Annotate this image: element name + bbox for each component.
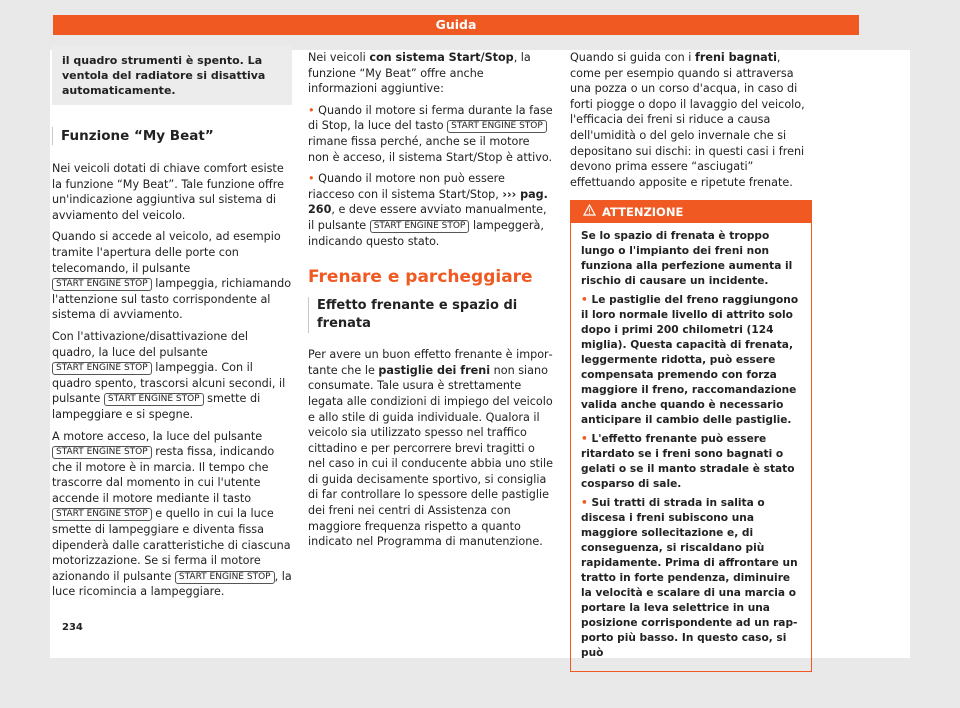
- bullet-icon: •: [308, 172, 315, 186]
- start-engine-stop-button-label: START ENGINE STOP: [52, 278, 152, 291]
- paragraph: A motore acceso, la luce del pulsante START ENGINE STOP resta fissa, indicando che il motore è in marcia. Il tempo che trascorre dal momento in cui l'utente accende il motore mediante il tasto START ENGINE STOP e quello in cui la luce smette di lampeggiare e diventa fissa dipenderà dalle caratteristiche di ciascuna motorizzazione. Se si ferma il motore azionando il pulsante START ENGINE STOP , la luce ricomincia a lampeggiare.: [52, 429, 292, 599]
- column-1: [52, 46, 292, 606]
- paragraph: Nei veicoli dotati di chiave comfort esiste la funzione “My Beat”. Tale funzione offre un'indicazione aggiuntiva sul sistema di avviamento del veicolo.: [52, 162, 284, 222]
- warning-bullet: • Sui tratti di strada in salita o discesa i freni subiscono una maggiore sollecitazione e, di conseguenza, si riscaldano più rapidamente. Prima di affrontare un tratto in forte pendenza, diminuire la velocità e scalare di una marcia o portare la leva selettrice in una posizione corrispondente ad un rapporto più basso. In questo caso, si può: [581, 497, 798, 660]
- warning-triangle-icon: [583, 204, 596, 220]
- paragraph: Quando si guida con i freni bagnati, come per esempio quando si attraversa una pozza o un corso d'acqua, in caso di forti piogge o dopo il lavaggio del veicolo, l'efficacia dei freni si riduce a causa dell'umidità o del gelo invernale che si depositano sui dischi: in questi casi i freni devono prima essere “asciugati” effettuando apposite e ripetute frenate.: [570, 51, 805, 189]
- start-engine-stop-button-label: START ENGINE STOP: [52, 362, 152, 375]
- page-header: Guida: [53, 15, 859, 35]
- warning-box: [570, 200, 812, 672]
- warning-text: Se lo spazio di frenata è troppo lungo o l'impianto dei freni non funziona alla perfezione aumenta il rischio di causare un incidente.: [581, 230, 793, 288]
- paragraph: Quando si accede al veicolo, ad esempio tramite l'apertura delle porte con telecomando, il pulsante START ENGINE STOP lampeggia, richiamando l'attenzione sul tasto corrispondente al sistema di avviamento.: [52, 230, 292, 322]
- bullet-item: • Quando il motore non può essere riacceso con il sistema Start/Stop, ››› pag. 260, e deve essere avviato manualmente, il pulsante START ENGINE STOP lampeggerà, indicando questo stato.: [308, 172, 548, 248]
- start-engine-stop-button-label: START ENGINE STOP: [175, 571, 275, 584]
- bullet-icon: •: [581, 497, 588, 510]
- paragraph: Nei veicoli con sistema Start/Stop, la funzione “My Beat” offre anche informazioni aggiuntive:: [308, 51, 531, 96]
- warning-header: ATTENZIONE: [571, 201, 811, 223]
- paragraph: Con l'attivazione/disattivazione del quadro, la luce del pulsante START ENGINE STOP lampeggia. Con il quadro spento, trascorsi alcuni secondi, il pulsante START ENGINE STOP smette di lampeggiare e si spegne.: [52, 329, 286, 421]
- warning-bullet: • L'effetto frenante può essere ritardato se i freni sono bagnati o gelati o se il manto stradale è stato cosparso di sale.: [581, 433, 795, 491]
- column-3: [570, 50, 812, 672]
- start-engine-stop-button-label: START ENGINE STOP: [104, 393, 204, 406]
- page-reference-link[interactable]: ››› pag. 260: [308, 187, 548, 217]
- paragraph: Per avere un buon effetto frenante è importante che le pastiglie dei freni non siano consumate. Tale usura è strettamente legata alle condizioni di impiego del veicolo e allo stile di guida individuale. Qualora il veicolo sia utilizzato spesso nel traffico cittadino e per percorrere brevi tragitti o nel caso in cui il conducente abbia uno stile di guida decisamente sportivo, si consiglia di far controllare lo spessore delle pastiglie dei freni nei centri di Assistenza con maggiore frequenza rispetto a quanto indicato nel Programma di manutenzione.: [308, 348, 554, 549]
- warning-bullet: • Le pastiglie del freno raggiungono il loro normale livello di attrito solo dopo i primi 200 chilometri (124 miglia). Questa capacità di frenata, leggermente ridotta, può essere compensata premendo con forza maggiore il freno, raccomandazione valida anche quando è necessario anticipare il cambio delle pastiglie.: [581, 294, 799, 427]
- start-engine-stop-button-label: START ENGINE STOP: [447, 120, 547, 133]
- info-box: il quadro strumenti è spento. La ventola del radiatore si disattiva automaticamente.: [52, 46, 292, 105]
- start-engine-stop-button-label: START ENGINE STOP: [52, 508, 152, 521]
- section-title-my-beat: Funzione “My Beat”: [52, 127, 292, 145]
- chapter-heading: Frenare e parcheggiare: [308, 267, 533, 288]
- bullet-item: • Quando il motore si ferma durante la fase di Stop, la luce del tasto START ENGINE STOP rimane fissa perché, anche se il motore non è acceso, il sistema Start/Stop è attivo.: [308, 103, 553, 164]
- warning-body: [571, 223, 811, 671]
- section-heading: Effetto frenante e spazio di frenata: [308, 297, 554, 333]
- bullet-icon: •: [308, 103, 315, 117]
- start-engine-stop-button-label: START ENGINE STOP: [52, 446, 152, 459]
- column-2: [308, 50, 554, 556]
- bullet-icon: •: [581, 433, 588, 446]
- page-number: 234: [62, 622, 83, 633]
- start-engine-stop-button-label: START ENGINE STOP: [370, 220, 470, 233]
- bullet-icon: •: [581, 294, 588, 307]
